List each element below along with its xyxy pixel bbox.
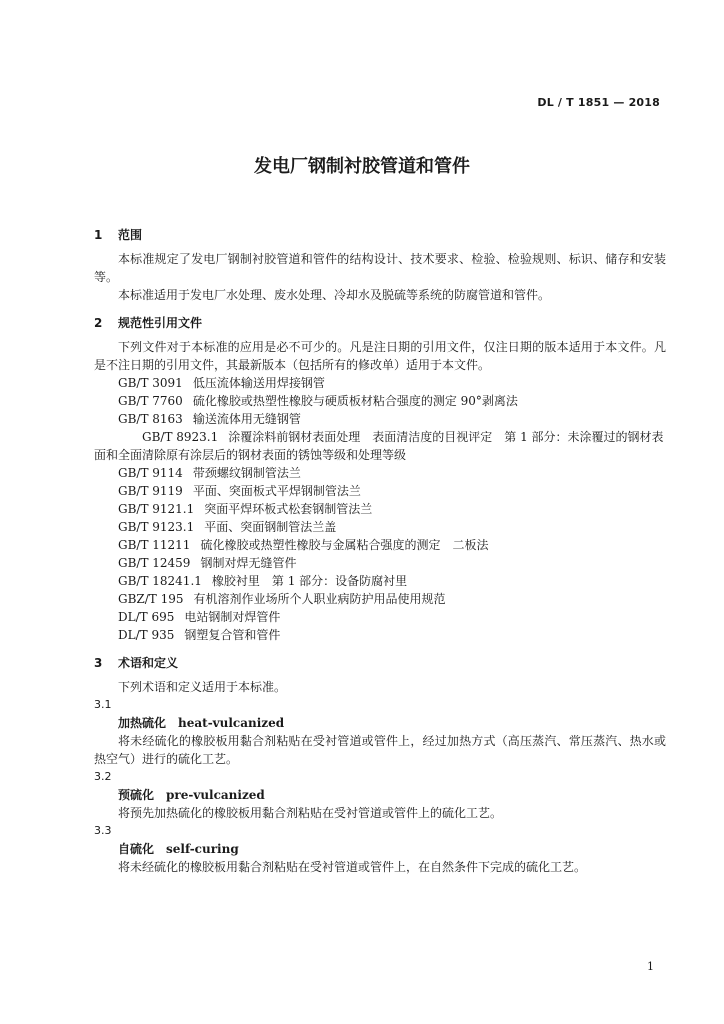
section-heading-references <box>94 314 666 332</box>
reference-title: 有机溶剂作业场所个人职业病防护用品使用规范 <box>193 592 446 606</box>
reference-title: 钢塑复合管和管件 <box>184 628 281 642</box>
reference-title: 钢制对焊无缝管件 <box>200 556 297 570</box>
reference-title: 橡胶衬里 第 1 部分：设备防腐衬里 <box>211 574 408 588</box>
document-title: 发电厂钢制衬胶管道和管件 <box>254 156 470 177</box>
reference-item <box>94 482 666 500</box>
reference-item <box>94 500 666 518</box>
term-number: 3.1 <box>94 698 112 711</box>
reference-item <box>94 626 666 644</box>
reference-title: 硫化橡胶或热塑性橡胶与硬质板材粘合强度的测定 90°剥离法 <box>192 394 518 408</box>
section-heading-terms <box>94 654 666 672</box>
term-entry <box>94 822 666 876</box>
reference-item <box>94 374 666 392</box>
reference-item <box>94 464 666 482</box>
reference-title: 电站钢制对焊管件 <box>184 610 281 624</box>
term-heading <box>118 714 666 732</box>
term-en: pre-vulcanized <box>166 788 265 802</box>
document-body <box>94 226 666 876</box>
reference-title: 带颈螺纹钢制管法兰 <box>192 466 301 480</box>
reference-item <box>94 410 666 428</box>
reference-code: GB/T 9114 <box>118 466 183 480</box>
reference-item <box>94 428 666 464</box>
reference-title: 输送流体用无缝钢管 <box>192 412 301 426</box>
reference-list <box>94 374 666 644</box>
reference-title: 平面、突面钢制管法兰盖 <box>204 520 337 534</box>
section-title: 规范性引用文件 <box>118 316 203 330</box>
term-definition: 将未经硫化的橡胶板用黏合剂粘贴在受衬管道或管件上，在自然条件下完成的硫化工艺。 <box>118 860 587 874</box>
reference-item <box>94 608 666 626</box>
term-zh: 加热硫化 <box>118 716 167 730</box>
term-heading <box>118 840 666 858</box>
reference-title: 涂覆涂料前钢材表面处理 表面清洁度的目视评定 第 1 部分：未涂覆过的钢材表面和全面清除原有涂层后的钢材表面的锈蚀等级和处理等级 <box>94 430 664 462</box>
reference-item <box>94 554 666 572</box>
term-entry <box>94 768 666 822</box>
term-number: 3.3 <box>94 824 112 837</box>
reference-title: 低压流体输送用焊接钢管 <box>192 376 325 390</box>
reference-item <box>94 536 666 554</box>
reference-title: 平面、突面板式平焊钢制管法兰 <box>192 484 361 498</box>
reference-code: GB/T 9119 <box>118 484 183 498</box>
reference-title: 硫化橡胶或热塑性橡胶与金属粘合强度的测定 二板法 <box>200 538 489 552</box>
paragraph: 本标准规定了发电厂钢制衬胶管道和管件的结构设计、技术要求、检验、检验规则、标识、储存和安装等。 <box>94 252 666 284</box>
section-title: 术语和定义 <box>118 656 179 670</box>
reference-code: GB/T 9123.1 <box>118 520 195 534</box>
section-heading-scope <box>94 226 666 244</box>
standard-code: DL / T 1851 — 2018 <box>537 96 660 109</box>
reference-code: GB/T 12459 <box>118 556 191 570</box>
reference-code: GBZ/T 195 <box>118 592 184 606</box>
term-en: heat-vulcanized <box>178 716 285 730</box>
reference-title: 突面平焊环板式松套钢制管法兰 <box>204 502 373 516</box>
section-number: 2 <box>94 316 103 330</box>
paragraph: 本标准适用于发电厂水处理、废水处理、冷却水及脱硫等系统的防腐管道和管件。 <box>118 288 551 302</box>
reference-item <box>94 392 666 410</box>
reference-code: GB/T 11211 <box>118 538 191 552</box>
paragraph: 下列术语和定义适用于本标准。 <box>118 680 287 694</box>
paragraph: 下列文件对于本标准的应用是必不可少的。凡是注日期的引用文件，仅注日期的版本适用于本文件。凡是不注日期的引用文件，其最新版本（包括所有的修改单）适用于本文件。 <box>94 340 666 372</box>
section-number: 1 <box>94 228 103 242</box>
reference-code: GB/T 8163 <box>118 412 183 426</box>
section-number: 3 <box>94 656 103 670</box>
term-heading <box>118 786 666 804</box>
reference-item <box>94 590 666 608</box>
reference-code: GB/T 18241.1 <box>118 574 202 588</box>
section-title: 范围 <box>118 228 143 242</box>
reference-code: GB/T 8923.1 <box>142 430 219 444</box>
reference-item <box>94 518 666 536</box>
reference-code: GB/T 7760 <box>118 394 183 408</box>
term-definition: 将预先加热硫化的橡胶板用黏合剂粘贴在受衬管道或管件上的硫化工艺。 <box>118 806 503 820</box>
term-zh: 自硫化 <box>118 842 155 856</box>
term-zh: 预硫化 <box>118 788 155 802</box>
reference-code: DL/T 935 <box>118 628 175 642</box>
reference-code: GB/T 9121.1 <box>118 502 195 516</box>
reference-item <box>94 572 666 590</box>
page-number: 1 <box>647 960 654 973</box>
term-definition: 将未经硫化的橡胶板用黏合剂粘贴在受衬管道或管件上，经过加热方式（高压蒸汽、常压蒸汽、热水或热空气）进行的硫化工艺。 <box>94 734 666 766</box>
term-entry <box>94 696 666 768</box>
reference-code: DL/T 695 <box>118 610 175 624</box>
reference-code: GB/T 3091 <box>118 376 183 390</box>
term-en: self-curing <box>166 842 239 856</box>
term-number: 3.2 <box>94 770 112 783</box>
